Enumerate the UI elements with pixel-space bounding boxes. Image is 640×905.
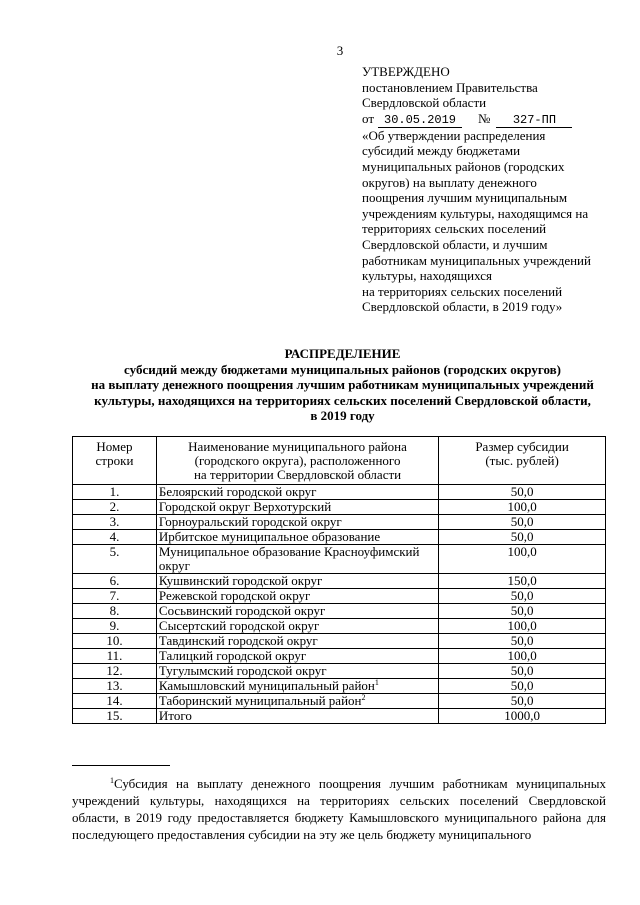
subsidy-amount: 50,0 — [439, 664, 606, 679]
row-number: 3. — [73, 515, 157, 530]
municipality-name-text: Талицкий городской округ — [158, 648, 307, 663]
municipality-name-text: Горноуральский городской округ — [158, 514, 342, 529]
subsidy-amount: 50,0 — [439, 604, 606, 619]
municipality-name — [156, 649, 438, 664]
approval-date-row — [362, 111, 612, 128]
resolution-line: муниципальных районов (городских — [362, 158, 565, 174]
municipality-name — [156, 574, 438, 589]
table-row — [73, 530, 606, 545]
municipality-name — [156, 679, 438, 694]
table-body — [73, 485, 606, 724]
resolution-line: учреждениям культуры, находящимся на — [362, 205, 589, 221]
resolution-line: работникам муниципальных учреждений — [362, 252, 591, 268]
municipality-name-text: Кушвинский городской округ — [158, 573, 323, 588]
row-number: 14. — [73, 694, 157, 709]
subsidy-amount: 100,0 — [439, 500, 606, 515]
approval-title: УТВЕРЖДЕНО — [362, 64, 450, 79]
municipality-name — [156, 589, 438, 604]
resolution-line: на территориях сельских поселений — [362, 283, 563, 299]
row-number: 5. — [73, 545, 157, 574]
approval-line-2: Свердловской области — [362, 95, 487, 111]
table-row — [73, 649, 606, 664]
table-row — [73, 634, 606, 649]
municipality-name — [156, 515, 438, 530]
footnote-reference: 2 — [361, 693, 366, 702]
row-number: 2. — [73, 500, 157, 515]
row-number: 10. — [73, 634, 157, 649]
table-row — [73, 589, 606, 604]
header-subsidy-amount: Размер субсидии (тыс. рублей) — [439, 437, 606, 485]
municipality-name-text: Ирбитское муниципальное образование — [158, 529, 381, 544]
row-number: 11. — [73, 649, 157, 664]
resolution-title — [362, 128, 612, 315]
heading-line-2: субсидий между бюджетами муниципальных районов (городских округов) — [124, 361, 561, 377]
row-number: 15. — [73, 709, 157, 724]
municipality-name — [156, 545, 438, 574]
resolution-line: Свердловской области, и лучшим — [362, 236, 548, 252]
row-number: 13. — [73, 679, 157, 694]
header-municipality: Наименование муниципального района (городского округа), расположенного на территории Свердловской области — [156, 437, 438, 485]
municipality-name — [156, 500, 438, 515]
subsidy-amount: 50,0 — [439, 515, 606, 530]
municipality-name — [156, 485, 438, 500]
from-label: от — [362, 110, 375, 126]
resolution-line: «Об утверждении распределения — [362, 127, 546, 143]
resolution-line: культуры, находящихся — [362, 268, 493, 284]
municipality-name — [156, 634, 438, 649]
resolution-line: поощрения лучшим муниципальным — [362, 190, 568, 206]
footnote-text: Субсидия на выплату денежного поощрения лучшим работникам муниципальных учреждений культуры, находящихся на территориях сельских поселений Свердловской области, в 2019 году предоставляется бюджету Камышловского муниципального района для последующего предоставления субсидии на эту же цель бюджету муниципального — [72, 776, 606, 842]
table-row — [73, 709, 606, 724]
subsidy-amount: 1000,0 — [439, 709, 606, 724]
heading-line-5: в 2019 году — [310, 408, 375, 424]
subsidy-amount: 50,0 — [439, 530, 606, 545]
table-row — [73, 604, 606, 619]
table-row — [73, 500, 606, 515]
row-number: 1. — [73, 485, 157, 500]
document-heading — [80, 346, 605, 424]
subsidy-amount: 50,0 — [439, 694, 606, 709]
resolution-line: округов) на выплату денежного — [362, 174, 537, 190]
resolution-line: Свердловской области, в 2019 году» — [362, 299, 563, 315]
subsidy-amount: 100,0 — [439, 619, 606, 634]
resolution-line: субсидий между бюджетами — [362, 143, 521, 159]
table-row — [73, 694, 606, 709]
row-number: 6. — [73, 574, 157, 589]
subsidy-amount: 50,0 — [439, 589, 606, 604]
table-row — [73, 619, 606, 634]
municipality-name — [156, 664, 438, 679]
table-row — [73, 664, 606, 679]
approval-date: 30.05.2019 — [378, 114, 462, 128]
row-number: 7. — [73, 589, 157, 604]
municipality-name-text: Сысертский городской округ — [158, 618, 320, 633]
table-row — [73, 679, 606, 694]
municipality-name-text: Режевской городской округ — [158, 588, 311, 603]
footnote-divider — [72, 765, 170, 766]
municipality-name — [156, 709, 438, 724]
municipality-name — [156, 604, 438, 619]
subsidy-amount: 50,0 — [439, 679, 606, 694]
subsidy-amount: 100,0 — [439, 545, 606, 574]
resolution-line: территориях сельских поселений — [362, 221, 547, 237]
subsidy-amount: 150,0 — [439, 574, 606, 589]
row-number: 4. — [73, 530, 157, 545]
municipality-name-text: Белоярский городской округ — [158, 484, 317, 499]
municipality-name-text: Муниципальное образование Красноуфимский округ — [158, 544, 420, 573]
municipality-name-text: Тавдинский городской округ — [158, 633, 318, 648]
page-number: 3 — [336, 43, 344, 58]
footnote — [72, 775, 606, 843]
table-row — [73, 545, 606, 574]
heading-line-4: культуры, находящихся на территориях сельских поселений Свердловской области, — [94, 392, 591, 408]
municipality-name — [156, 530, 438, 545]
municipality-name-text: Камышловский муниципальный район — [158, 678, 375, 693]
municipality-name-text: Сосьвинский городской округ — [158, 603, 326, 618]
municipality-name — [156, 619, 438, 634]
row-number: 9. — [73, 619, 157, 634]
municipality-name-text: Тугулымский городской округ — [158, 663, 327, 678]
number-label: № — [478, 110, 491, 126]
table-row — [73, 574, 606, 589]
table-row — [73, 515, 606, 530]
municipality-name-text: Таборинский муниципальный район — [158, 693, 362, 708]
approval-line-1: постановлением Правительства — [362, 79, 538, 95]
footnote-reference: 1 — [374, 678, 379, 687]
subsidy-amount: 50,0 — [439, 634, 606, 649]
footnote-marker: 1 — [110, 776, 114, 785]
approval-number: 327-ПП — [496, 114, 572, 128]
row-number: 12. — [73, 664, 157, 679]
distribution-table — [72, 436, 606, 724]
municipality-name-text: Городской округ Верхотурский — [158, 499, 332, 514]
subsidy-amount: 100,0 — [439, 649, 606, 664]
municipality-name — [156, 694, 438, 709]
approval-block — [362, 64, 612, 315]
municipality-name-text: Итого — [158, 708, 192, 723]
header-row-number: Номер строки — [73, 437, 157, 485]
row-number: 8. — [73, 604, 157, 619]
table-row — [73, 485, 606, 500]
table-header-row — [73, 437, 606, 485]
subsidy-amount: 50,0 — [439, 485, 606, 500]
heading-line-3: на выплату денежного поощрения лучшим работникам муниципальных учреждений — [91, 377, 594, 393]
heading-title: РАСПРЕДЕЛЕНИЕ — [284, 346, 401, 361]
